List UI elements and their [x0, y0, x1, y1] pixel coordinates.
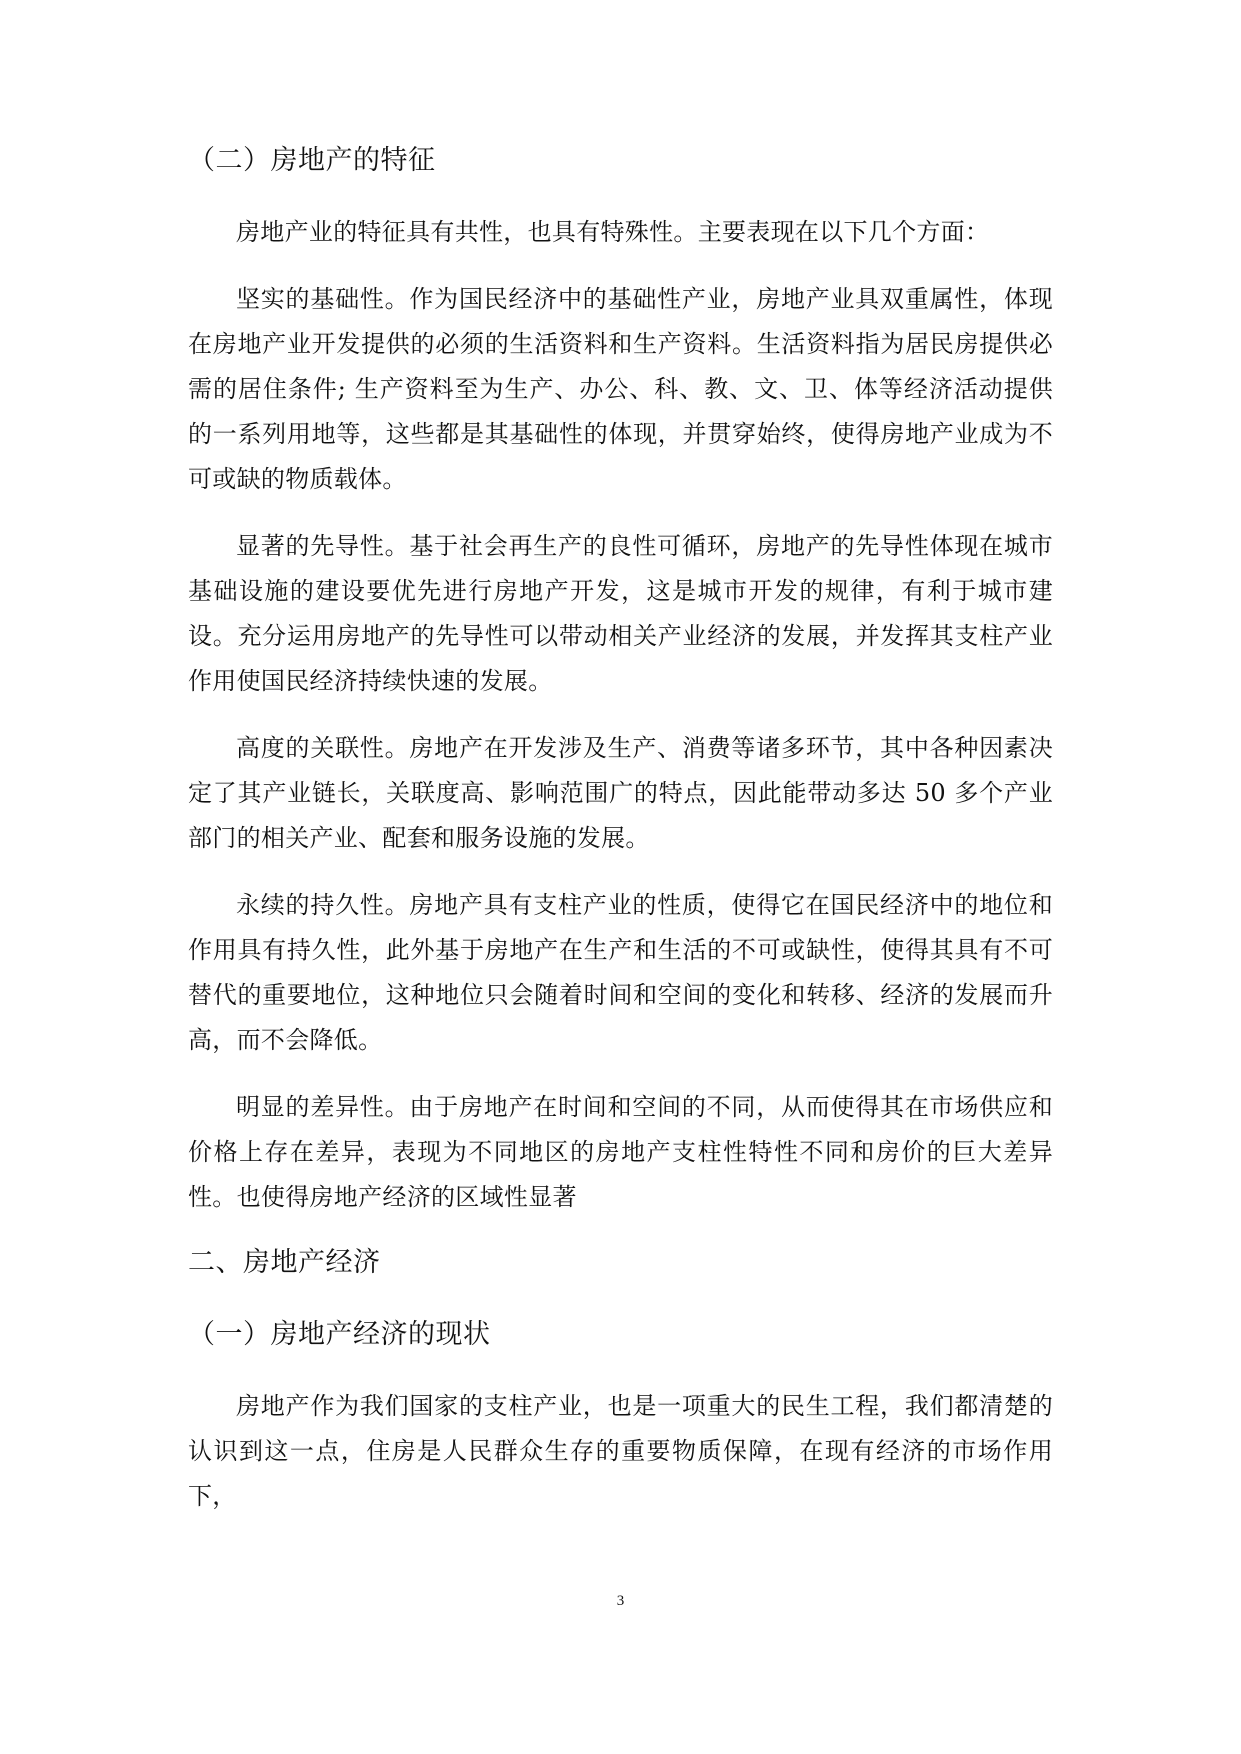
paragraph-intro: 房地产业的特征具有共性，也具有特殊性。主要表现在以下几个方面： [236, 218, 990, 246]
paragraph-correlation: 高度的关联性。房地产在开发涉及生产、消费等诸多环节，其中各种因素决定了其产业链长，关联度高、影响范围广的特点，因此能带动多达 50 多个产业部门的相关产业、配套和服务设施的发展。 [188, 734, 1053, 852]
paragraph-difference: 明显的差异性。由于房地产在时间和空间的不同，从而使得其在市场供应和价格上存在差异，表现为不同地区的房地产支柱性特性不同和房价的巨大差异性。也使得房地产经济的区域性显著 [188, 1093, 1053, 1211]
paragraph-status: 房地产作为我们国家的支柱产业，也是一项重大的民生工程，我们都清楚的认识到这一点，住房是人民群众生存的重要物质保障，在现有经济的市场作用下， [188, 1392, 1053, 1510]
document-body [188, 140, 1053, 1541]
paragraph-leading: 显著的先导性。基于社会再生产的良性可循环，房地产的先导性体现在城市基础设施的建设要优先进行房地产开发，这是城市开发的规律，有利于城市建设。充分运用房地产的先导性可以带动相关产业经济的发展，并发挥其支柱产业作用使国民经济持续快速的发展。 [188, 532, 1053, 695]
paragraph-durability: 永续的持久性。房地产具有支柱产业的性质，使得它在国民经济中的地位和作用具有持久性，此外基于房地产在生产和生活的不可或缺性，使得其具有不可替代的重要地位，这种地位只会随着时间和空间的变化和转移、经济的发展而升高，而不会降低。 [188, 891, 1053, 1054]
section-heading-status: （一）房地产经济的现状 [188, 1319, 491, 1350]
paragraph-foundation: 坚实的基础性。作为国民经济中的基础性产业，房地产业具双重属性，体现在房地产业开发提供的必须的生活资料和生产资料。生活资料指为居民房提供必需的居住条件; 生产资料至为生产、办公、科、教、文、卫、体等经济活动提供的一系列用地等，这些都是其基础性的体现，并贯穿始终，使得房地产业成为不可或缺的物质载体。 [188, 285, 1053, 493]
page-number: 3 [616, 1593, 625, 1609]
section-heading-features: （二）房地产的特征 [188, 145, 436, 176]
section-heading-economy: 二、房地产经济 [188, 1247, 381, 1278]
